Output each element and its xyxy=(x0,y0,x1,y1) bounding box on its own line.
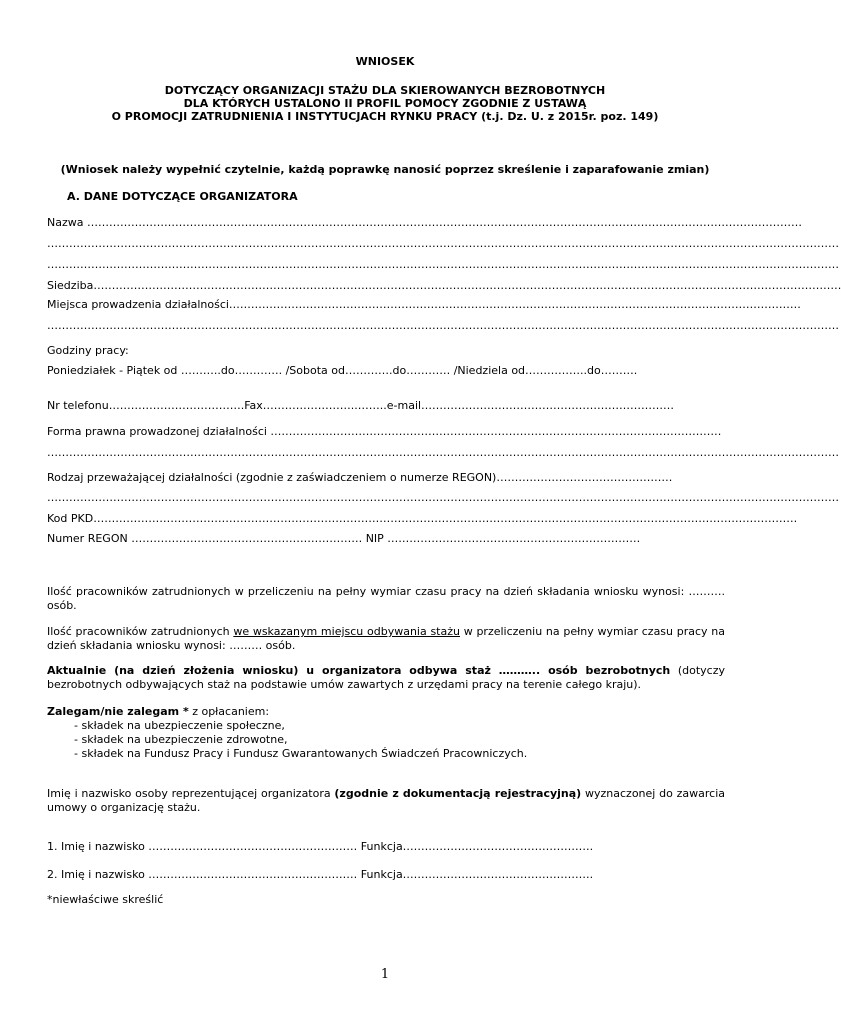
footnote: *niewłaściwe skreślić xyxy=(47,893,164,906)
current-interns xyxy=(47,664,725,692)
godziny-field[interactable]: Poniedziałek - Piątek od ………..do…………. /Sobota od………….do………… /Niedziela od……………..do………. xyxy=(47,364,638,377)
rodzaj-dzialalnosci-field-cont[interactable]: ……………………………………………………………………………………………………………………………………………………………………………………………… xyxy=(47,491,839,504)
employees-at-place-underlined: we wskazanym miejscu odbywania stażu xyxy=(233,625,460,638)
representative-prefix: Imię i nazwisko osoby reprezentującej organizatora xyxy=(47,787,335,800)
nazwa-field-cont-2[interactable]: ……………………………………………………………………………………………………………………………………………………………………………………………… xyxy=(47,258,839,271)
telefon-fax-email-field[interactable]: Nr telefonu……………………………….Fax……………………..……..e-mail…………………………………………………………… xyxy=(47,399,675,412)
form-subtitle-1: DOTYCZĄCY ORGANIZACJI STAŻU DLA SKIEROWANYCH BEZROBOTNYCH xyxy=(164,84,606,97)
representative-2-field[interactable]: 2. Imię i nazwisko ………………………………………………… Funkcja……………………………………………. xyxy=(47,868,594,881)
rodzaj-dzialalnosci-field[interactable]: Rodzaj przeważającej działalności (zgodnie z zaświadczeniem o numerze REGON)………………………………………… xyxy=(47,471,673,484)
arrears-item-3: - składek na Fundusz Pracy i Fundusz Gwarantowanych Świadczeń Pracowniczych. xyxy=(74,747,528,760)
form-instruction: (Wniosek należy wypełnić czytelnie, każdą poprawkę nanosić poprzez skreślenie i zaparafowanie zmian) xyxy=(60,163,710,176)
employees-at-place-prefix: Ilość pracowników zatrudnionych xyxy=(47,625,234,638)
arrears-item-1: - składek na ubezpieczenie społeczne, xyxy=(74,719,285,732)
arrears-bold: Zalegam/nie zalegam * xyxy=(47,705,189,718)
nazwa-field[interactable]: Nazwa …………………………………………………………………………………………………………………………………………………………………………… xyxy=(47,216,802,229)
forma-prawna-field-cont[interactable]: ……………………………………………………………………………………………………………………………………………………………………………………………… xyxy=(47,446,839,459)
miejsca-field[interactable]: Miejsca prowadzenia działalności………………………………………………………………………………………………………………………………………… xyxy=(47,298,801,311)
representative-statement xyxy=(47,787,725,815)
representative-suffix: wyznaczonej do zawarcia umowy o organizację stażu. xyxy=(47,787,726,814)
form-title: WNIOSEK xyxy=(355,55,415,68)
forma-prawna-field[interactable]: Forma prawna prowadzonej działalności …………………………………………………………………………………………………………… xyxy=(47,425,722,438)
siedziba-field[interactable]: Siedziba…………………………………………………………………………………………………………………………………………………………………………………… xyxy=(47,279,841,292)
arrears-item-2: - składek na ubezpieczenie zdrowotne, xyxy=(74,733,288,746)
section-a-heading: A. DANE DOTYCZĄCE ORGANIZATORA xyxy=(67,190,298,203)
current-interns-bold: Aktualnie (na dzień złożenia wniosku) u organizatora odbywa staż ……….. osób bezrobotnych xyxy=(47,664,671,677)
representative-1-field[interactable]: 1. Imię i nazwisko ………………………………………………… Funkcja……………………………………………. xyxy=(47,840,594,853)
employees-at-place-suffix: w przeliczeniu na pełny wymiar czasu pracy na dzień składania wniosku wynosi: ……… osób. xyxy=(47,625,725,652)
representative-bold: (zgodnie z dokumentacją rejestracyjną) xyxy=(334,787,582,800)
kod-pkd-field[interactable]: Kod PKD………………………………………………………………………………………………………………………………………………………………………… xyxy=(47,512,798,525)
current-interns-rest: (dotyczy bezrobotnych odbywających staż na podstawie umów zawartych z urzędami pracy na terenie całego kraju). xyxy=(47,664,725,691)
regon-nip-field[interactable]: Numer REGON ……………………………………………………… NIP …………………………………………………………… xyxy=(47,532,641,545)
arrears-statement xyxy=(47,705,725,719)
employees-at-place xyxy=(47,625,725,653)
godziny-label: Godziny pracy: xyxy=(47,344,129,357)
page-number: 1 xyxy=(380,967,390,982)
form-subtitle-3: O PROMOCJI ZATRUDNIENIA I INSTYTUCJACH RYNKU PRACY (t.j. Dz. U. z 2015r. poz. 149) xyxy=(111,110,659,123)
arrears-rest: z opłacaniem: xyxy=(188,705,270,718)
form-subtitle-2: DLA KTÓRYCH USTALONO II PROFIL POMOCY ZGODNIE Z USTAWĄ xyxy=(183,97,587,110)
miejsca-field-cont[interactable]: ……………………………………………………………………………………………………………………………………………………………………………………………… xyxy=(47,319,839,332)
nazwa-field-cont-1[interactable]: ……………………………………………………………………………………………………………………………………………………………………………………………… xyxy=(47,237,839,250)
employees-total: Ilość pracowników zatrudnionych w przeliczeniu na pełny wymiar czasu pracy na dzień składania wniosku wynosi: ………. osób. xyxy=(47,585,725,612)
